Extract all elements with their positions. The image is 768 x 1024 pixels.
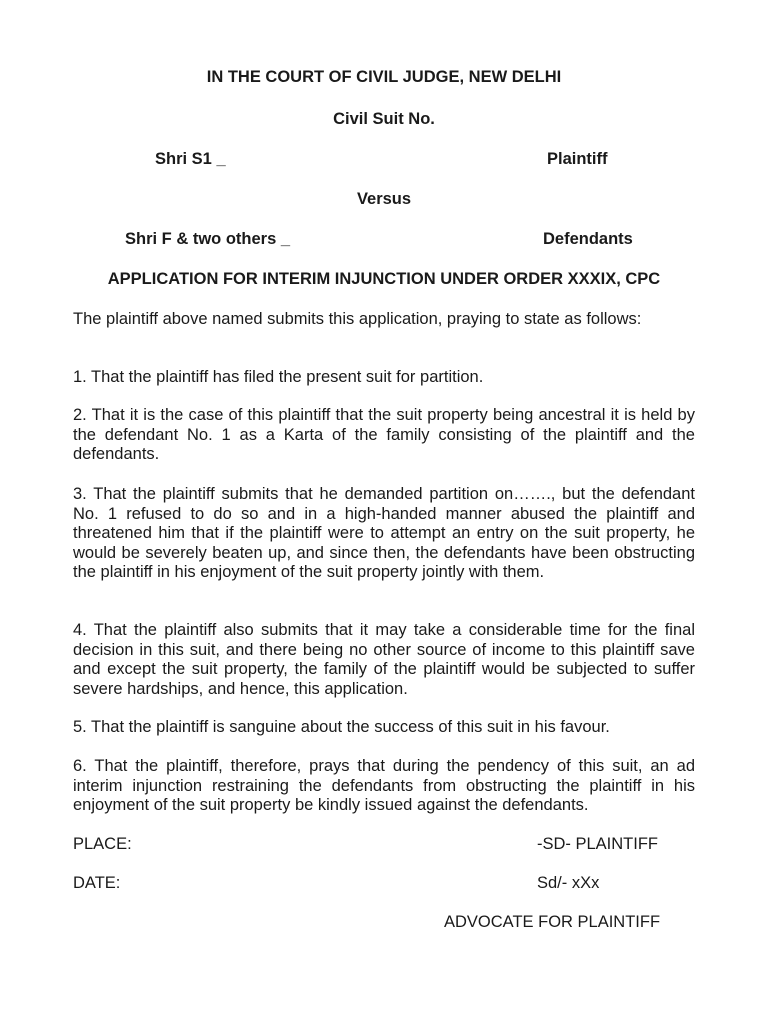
intro-paragraph: The plaintiff above named submits this application, praying to state as follows: — [73, 310, 642, 328]
advocate-signature: Sd/- xXx — [537, 874, 600, 892]
place-label: PLACE: — [73, 835, 132, 853]
paragraph-2: 2. That it is the case of this plaintiff that the suit property being ancestral it is held by the defendant No. 1 as a Karta of the family consisting of the plaintiff and the defendants. — [73, 406, 695, 463]
court-heading: IN THE COURT OF CIVIL JUDGE, NEW DELHI — [206, 68, 562, 86]
civil-suit-number: Civil Suit No. — [333, 110, 435, 128]
paragraph-5: 5. That the plaintiff is sanguine about the success of this suit in his favour. — [73, 718, 610, 736]
date-label: DATE: — [73, 874, 121, 892]
paragraph-6: 6. That the plaintiff, therefore, prays that during the pendency of this suit, an ad interim injunction restraining the defendants from obstructing the plaintiff in his enjoyment of the suit property be kindly issued against the defendants. — [73, 757, 695, 814]
advocate-label: ADVOCATE FOR PLAINTIFF — [444, 913, 661, 931]
versus-label: Versus — [356, 190, 412, 208]
plaintiff-role: Plaintiff — [547, 150, 608, 168]
plaintiff-name: Shri S1 _ — [155, 150, 226, 168]
paragraph-3: 3. That the plaintiff submits that he demanded partition on……., but the defendant No. 1 refused to do so and in a high-handed manner abused the plaintiff and threatened him that if the plaintiff were to attempt an entry on the suit property, he would be severely beaten up, and since then, the defendants have been obstructing the plaintiff in his enjoyment of the suit property jointly with them. — [73, 485, 695, 581]
defendant-role: Defendants — [543, 230, 633, 248]
defendant-name: Shri F & two others _ — [125, 230, 291, 248]
paragraph-1: 1. That the plaintiff has filed the present suit for partition. — [73, 368, 484, 386]
plaintiff-signature: -SD- PLAINTIFF — [537, 835, 659, 853]
paragraph-4: 4. That the plaintiff also submits that it may take a considerable time for the final decision in this suit, and there being no other source of income to this plaintiff save and except the suit property, the family of the plaintiff would be subjected to suffer severe hardships, and hence, this application. — [73, 621, 695, 698]
application-title: APPLICATION FOR INTERIM INJUNCTION UNDER ORDER XXXIX, CPC — [107, 270, 661, 288]
